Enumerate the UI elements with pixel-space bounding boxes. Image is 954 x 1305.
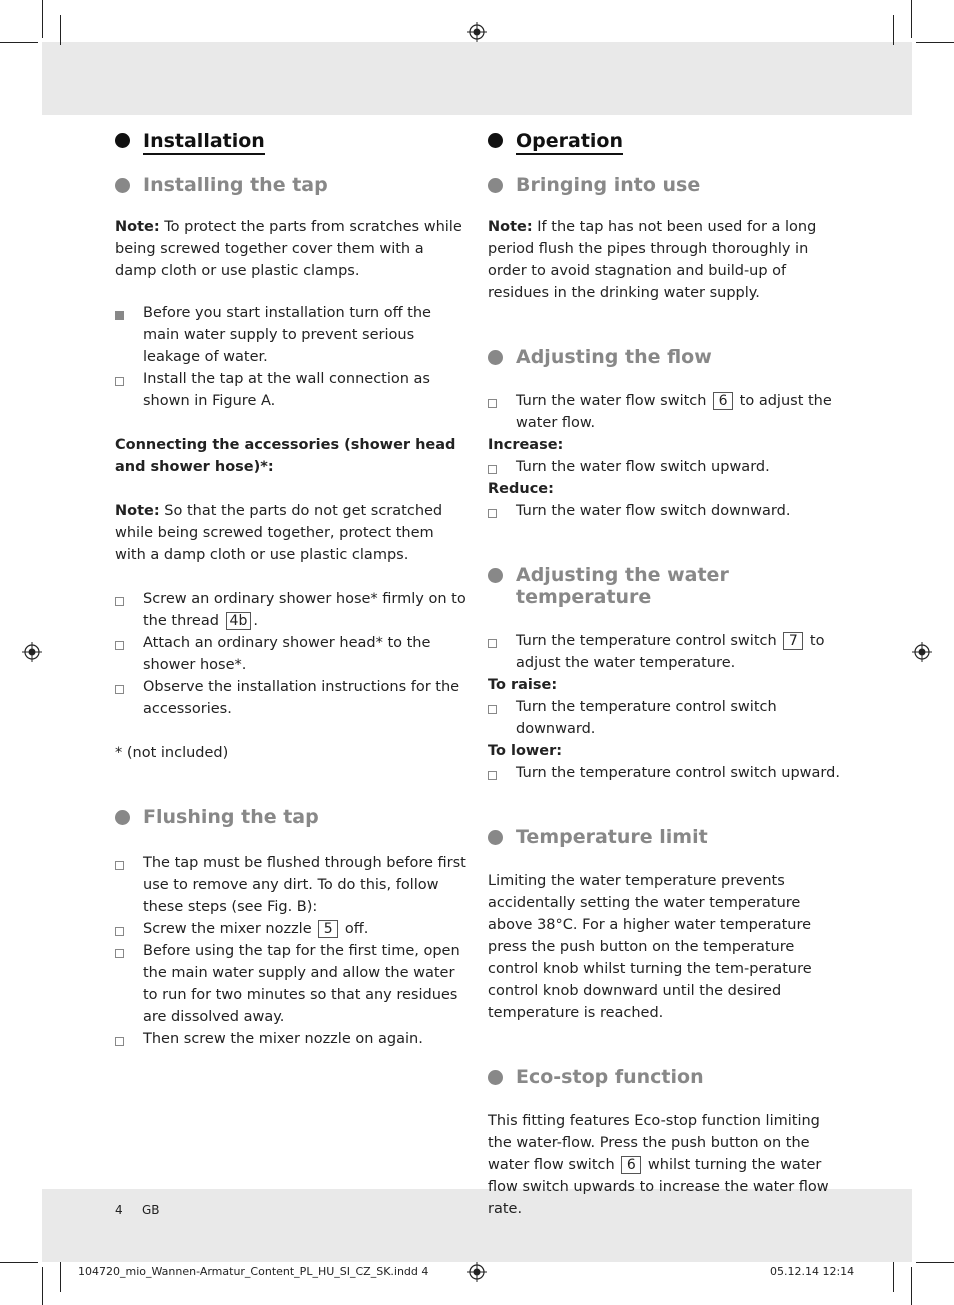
flow-list (488, 390, 840, 434)
eco-stop-paragraph: This fitting features Eco-stop function limiting the water-flow. Press the push button on the water flow switch 6 whilst turning the water flow switch upwards to increase the water flow rate. (488, 1113, 829, 1217)
note-paragraph: Note: If the tap has not been used for a long period flush the pipes through thoroughly in order to avoid stagnation and build-up of residues in the drinking water supply. (488, 219, 817, 301)
flushing-heading: Flushing the tap (115, 806, 467, 828)
bullet-icon (115, 810, 130, 825)
raise-label: To raise: (488, 677, 558, 693)
bullet-icon (488, 350, 503, 365)
bullet-icon (488, 830, 503, 845)
list-item: Turn the temperature control switch upward. (488, 762, 840, 784)
flushing-list (115, 852, 467, 1050)
registration-mark-icon (467, 1262, 487, 1282)
installing-tap-heading: Installing the tap (115, 174, 467, 196)
eco-stop-heading: Eco-stop function (488, 1066, 840, 1088)
registration-mark-icon (912, 642, 932, 662)
note-paragraph: Note: So that the parts do not get scratched while being screwed together, protect them with a damp cloth or use plastic clamps. (115, 503, 443, 563)
page-number: 4 (115, 1203, 123, 1217)
part-reference: 6 (621, 1156, 641, 1174)
footnote: * (not included) (115, 745, 229, 761)
raise-list (488, 696, 840, 740)
list-item: Screw an ordinary shower hose* firmly on to the thread 4b . (115, 588, 467, 632)
checkbox-bullet-icon (115, 597, 124, 606)
checkbox-bullet-icon (115, 927, 124, 936)
registration-mark-icon (22, 642, 42, 662)
adjusting-temperature-heading: Adjusting the water temperature (488, 564, 840, 608)
list-item: Turn the temperature control switch 7 to adjust the water temperature. (488, 630, 840, 674)
temperature-limit-heading: Temperature limit (488, 826, 840, 848)
lower-list (488, 762, 840, 784)
bullet-icon (488, 133, 503, 148)
print-slug-file: 104720_mio_Wannen-Armatur_Content_PL_HU_SI_CZ_SK.indd 4 (78, 1265, 429, 1278)
list-item: Turn the water flow switch downward. (488, 500, 840, 522)
bullet-icon (115, 178, 130, 193)
part-reference: 4b (226, 612, 252, 630)
right-column (488, 128, 840, 1220)
checkbox-bullet-icon (115, 949, 124, 958)
part-reference: 7 (783, 632, 803, 650)
left-column (115, 128, 467, 1050)
install-list (115, 302, 467, 412)
bullet-icon (488, 178, 503, 193)
checkbox-bullet-icon (488, 399, 497, 408)
list-item: Turn the water flow switch 6 to adjust the water flow. (488, 390, 840, 434)
list-item: Turn the temperature control switch downward. (488, 696, 840, 740)
checkbox-bullet-icon (115, 377, 124, 386)
list-item: Then screw the mixer nozzle on again. (115, 1028, 467, 1050)
square-bullet-icon (115, 311, 124, 320)
lower-label: To lower: (488, 743, 563, 759)
note-paragraph: Note: To protect the parts from scratches while being screwed together cover them with a damp cloth or use plastic clamps. (115, 219, 462, 279)
adjusting-flow-heading: Adjusting the flow (488, 346, 840, 368)
temperature-limit-paragraph: Limiting the water temperature prevents accidentally setting the water temperature above 38°C. For a higher water temperature press the push button on the temperature control knob whilst turning the tem-perature control knob downward until the desired temperature is reached. (488, 873, 812, 1021)
part-reference: 6 (713, 392, 733, 410)
list-item: The tap must be flushed through before first use to remove any dirt. To do this, follow these steps (see Fig. B): (115, 852, 467, 918)
list-item: Install the tap at the wall connection as shown in Figure A. (115, 368, 467, 412)
accessories-subheading: Connecting the accessories (shower head and shower hose)*: (115, 437, 456, 475)
language-code: GB (142, 1203, 160, 1217)
checkbox-bullet-icon (488, 771, 497, 780)
list-item: Screw the mixer nozzle 5 off. (115, 918, 467, 940)
accessories-list (115, 588, 467, 720)
bullet-icon (488, 568, 503, 583)
print-slug-date: 05.12.14 12:14 (770, 1265, 855, 1278)
temperature-list (488, 630, 840, 674)
bullet-icon (115, 133, 130, 148)
reduce-label: Reduce: (488, 481, 554, 497)
header-band (42, 42, 912, 115)
bringing-into-use-heading: Bringing into use (488, 174, 840, 196)
operation-heading: Operation (488, 128, 840, 154)
registration-mark-icon (467, 22, 487, 42)
increase-list (488, 456, 840, 478)
increase-label: Increase: (488, 437, 564, 453)
reduce-list (488, 500, 840, 522)
checkbox-bullet-icon (115, 1037, 124, 1046)
list-item: Attach an ordinary shower head* to the shower hose*. (115, 632, 467, 676)
checkbox-bullet-icon (115, 685, 124, 694)
checkbox-bullet-icon (488, 639, 497, 648)
part-reference: 5 (318, 920, 338, 938)
checkbox-bullet-icon (488, 509, 497, 518)
list-item: Before you start installation turn off the main water supply to prevent serious leakage of water. (115, 302, 467, 368)
checkbox-bullet-icon (115, 861, 124, 870)
checkbox-bullet-icon (488, 705, 497, 714)
list-item: Before using the tap for the first time, open the main water supply and allow the water to run for two minutes so that any residues are dissolved away. (115, 940, 467, 1028)
list-item: Turn the water flow switch upward. (488, 456, 840, 478)
bullet-icon (488, 1070, 503, 1085)
checkbox-bullet-icon (488, 465, 497, 474)
installation-heading: Installation (115, 128, 467, 154)
list-item: Observe the installation instructions for the accessories. (115, 676, 467, 720)
checkbox-bullet-icon (115, 641, 124, 650)
